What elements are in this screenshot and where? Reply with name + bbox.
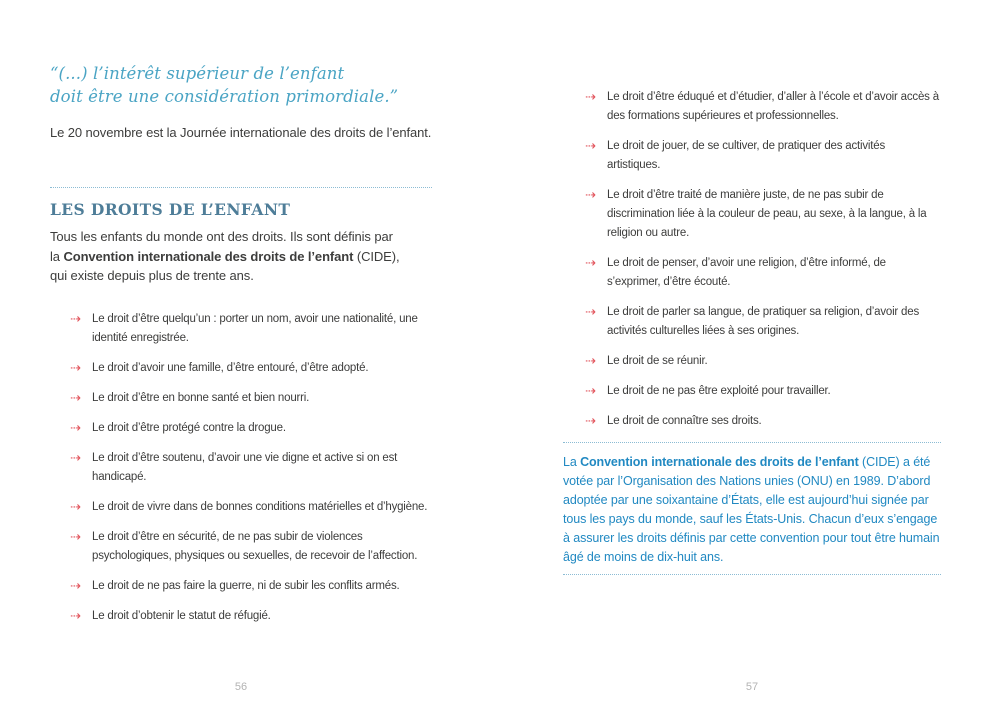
lead-bold-term: Convention internationale des droits de l’enfant bbox=[63, 248, 354, 264]
rights-list-item bbox=[70, 449, 432, 487]
right-text: Le droit de parler sa langue, de pratiquer sa religion, d’avoir des activités culturelles liées à ses origines. bbox=[607, 306, 919, 337]
rights-list-right bbox=[563, 88, 941, 431]
dashed-arrow-icon: ⇢ bbox=[70, 360, 81, 376]
rights-list-item bbox=[585, 382, 941, 401]
rights-list-item bbox=[70, 498, 432, 517]
page-right bbox=[563, 0, 941, 719]
lead-line-2-post: (CIDE), bbox=[353, 248, 400, 264]
right-text: Le droit de ne pas être exploité pour travailler. bbox=[607, 385, 831, 397]
dashed-arrow-icon: ⇢ bbox=[70, 311, 81, 327]
lead-paragraph bbox=[50, 227, 432, 286]
dashed-arrow-icon: ⇢ bbox=[585, 256, 596, 271]
rights-list-item bbox=[585, 254, 941, 292]
right-text: Le droit d’être en sécurité, de ne pas subir de violences psychologiques, physiques ou sexuelles, de recevoir de l’affection. bbox=[92, 530, 418, 562]
rights-list-item bbox=[70, 528, 432, 566]
rights-list-item bbox=[70, 389, 432, 408]
dotted-divider bbox=[563, 574, 941, 575]
page-number-right: 57 bbox=[745, 681, 759, 693]
section-heading: LES DROITS DE L’ENFANT bbox=[50, 200, 291, 219]
right-text: Le droit de vivre dans de bonnes conditions matérielles et d’hygiène. bbox=[92, 500, 428, 513]
quote-line-2: doit être une considération primordiale.” bbox=[50, 87, 399, 106]
dashed-arrow-icon: ⇢ bbox=[585, 384, 596, 399]
dashed-arrow-icon: ⇢ bbox=[70, 608, 81, 624]
rights-list-item bbox=[70, 310, 432, 348]
dashed-arrow-icon: ⇢ bbox=[70, 450, 81, 466]
right-text: Le droit d’avoir une famille, d’être entouré, d’être adopté. bbox=[92, 361, 369, 374]
right-text: Le droit de connaître ses droits. bbox=[607, 415, 762, 427]
dashed-arrow-icon: ⇢ bbox=[585, 90, 596, 105]
lead-line-1: Tous les enfants du monde ont des droits. Ils sont définis par bbox=[50, 229, 393, 244]
rights-list-item bbox=[585, 88, 941, 126]
right-text: Le droit d’être en bonne santé et bien nourri. bbox=[92, 391, 310, 404]
dashed-arrow-icon: ⇢ bbox=[70, 390, 81, 406]
right-text: Le droit d’être soutenu, d’avoir une vie digne et active si on est handicapé. bbox=[92, 451, 398, 483]
rights-list-item bbox=[585, 137, 941, 175]
intro-text: Le 20 novembre est la Journée internationale des droits de l’enfant. bbox=[50, 125, 432, 140]
lead-line-3: qui existe depuis plus de trente ans. bbox=[50, 268, 254, 283]
rights-list-item bbox=[70, 577, 432, 596]
pull-quote bbox=[50, 62, 432, 108]
right-text: Le droit de ne pas faire la guerre, ni de subir les conflits armés. bbox=[92, 579, 400, 592]
right-text: Le droit d’être protégé contre la drogue. bbox=[92, 421, 286, 434]
right-text: Le droit de jouer, de se cultiver, de pratiquer des activités artistiques. bbox=[607, 140, 886, 171]
dashed-arrow-icon: ⇢ bbox=[70, 420, 81, 436]
right-text: Le droit de se réunir. bbox=[607, 355, 708, 367]
lead-line-2-pre: la bbox=[50, 248, 64, 264]
note-bold-term: Convention internationale des droits de l’enfant bbox=[580, 455, 859, 469]
right-text: Le droit d’être traité de manière juste, de ne pas subir de discrimination liée à la couleur de peau, au sexe, à la langue, à la religion ou autre. bbox=[607, 189, 927, 239]
dashed-arrow-icon: ⇢ bbox=[585, 139, 596, 154]
rights-list-item bbox=[585, 412, 941, 431]
rights-list-item bbox=[585, 303, 941, 341]
note-post: (CIDE) a été votée par l’Organisation des Nations unies (ONU) en 1989. D’abord adoptée par une soixantaine d’États, elle est aujourd’hui signée par tous les pays du monde, sauf les États-Unis. Chacun d’eux s’engage à assurer les droits définis par cette convention pour tout être humain âgé de moins de dix-huit ans. bbox=[563, 455, 940, 564]
rights-list-item bbox=[70, 419, 432, 438]
right-text: Le droit d’être quelqu’un : porter un nom, avoir une nationalité, une identité enregistrée. bbox=[92, 312, 418, 344]
dashed-arrow-icon: ⇢ bbox=[585, 414, 596, 429]
quote-line-1: “(...) l’intérêt supérieur de l’enfant bbox=[50, 64, 345, 83]
rights-list-item bbox=[70, 607, 432, 626]
dashed-arrow-icon: ⇢ bbox=[70, 499, 81, 515]
rights-list-item bbox=[585, 352, 941, 371]
page-left bbox=[50, 0, 432, 719]
page-number-left: 56 bbox=[234, 681, 248, 693]
rights-list-item bbox=[70, 359, 432, 378]
dotted-divider bbox=[563, 442, 941, 443]
dashed-arrow-icon: ⇢ bbox=[70, 578, 81, 594]
rights-list-left bbox=[50, 310, 432, 626]
dashed-arrow-icon: ⇢ bbox=[70, 529, 81, 545]
dashed-arrow-icon: ⇢ bbox=[585, 188, 596, 203]
note-pre: La bbox=[563, 455, 581, 469]
convention-note bbox=[563, 453, 941, 567]
rights-list-item bbox=[585, 186, 941, 243]
right-text: Le droit d’obtenir le statut de réfugié. bbox=[92, 609, 271, 622]
right-text: Le droit d’être éduqué et d’étudier, d’aller à l’école et d’avoir accès à des formations supérieures et professionnelles. bbox=[607, 91, 939, 122]
dashed-arrow-icon: ⇢ bbox=[585, 305, 596, 320]
right-text: Le droit de penser, d’avoir une religion, d’être informé, de s’exprimer, d’être écouté. bbox=[607, 257, 886, 288]
dashed-arrow-icon: ⇢ bbox=[585, 354, 596, 369]
dotted-divider bbox=[50, 187, 432, 188]
